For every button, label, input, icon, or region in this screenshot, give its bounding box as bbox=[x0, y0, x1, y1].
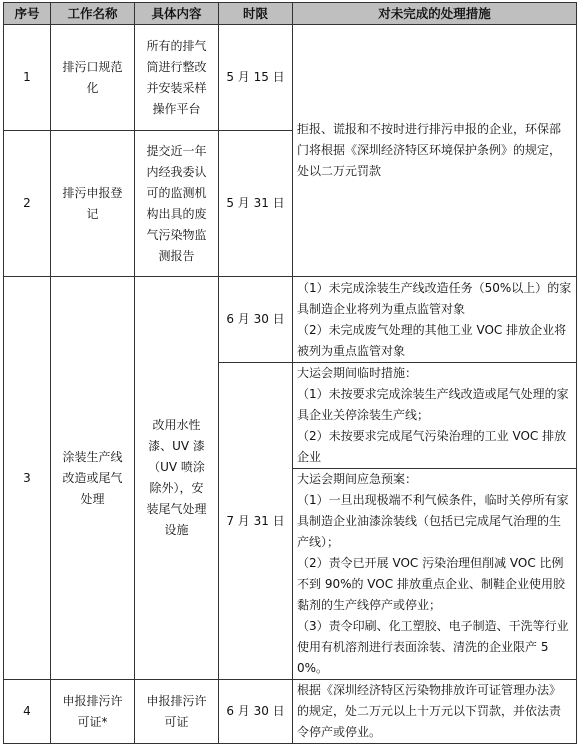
row4-no: 4 bbox=[4, 680, 51, 744]
row3-measures-a-item: （2）未完成废气处理的其他工业 VOC 排放企业将被列为重点监管对象 bbox=[297, 322, 567, 358]
row2-content: 提交近一年内经我委认可的监测机构出具的废气污染物监测报告 bbox=[135, 131, 219, 277]
row4-measures: 根据《深圳经济特区污染物排放许可证管理办法》的规定，处二万元以上十万元以下罚款，并依法责令停产或停业。 bbox=[293, 680, 577, 744]
row3-deadline-b: 7 月 31 日 bbox=[219, 363, 293, 680]
row3-measures-c-item: （3）责令印刷、化工塑胶、电子制造、干洗等行业使用有机溶剂进行表面涂装、清洗的企业限产 50%。 bbox=[297, 619, 569, 675]
row2-name: 排污申报登记 bbox=[51, 131, 135, 277]
row3-measures-c-item: （2）责令已开展 VOC 污染治理但削减 VOC 比例不到 90%的 VOC 排放重点企业、制鞋企业使用胶黏剂的生产线停产或停业； bbox=[297, 556, 565, 612]
row3-name: 涂装生产线改造或尾气处理 bbox=[51, 277, 135, 680]
row3-measures-b-item: （2）未按要求完成尾气污染治理的工业 VOC 排放企业 bbox=[297, 429, 567, 464]
row2-no: 2 bbox=[4, 131, 51, 277]
row3-measures-c-item: 大运会期间应急预案： bbox=[297, 472, 418, 486]
row1-name: 排污口规范化 bbox=[51, 25, 135, 131]
row1-deadline: 5 月 15 日 bbox=[219, 25, 293, 131]
row3-measures-a bbox=[293, 277, 577, 363]
row1-no: 1 bbox=[4, 25, 51, 131]
row3-measures-c bbox=[293, 469, 577, 680]
row2-deadline: 5 月 31 日 bbox=[219, 131, 293, 277]
row3-measures-a-item: （1）未完成涂装生产线改造任务（50%以上）的家具制造企业将列为重点监管对象 bbox=[297, 280, 572, 316]
table-row bbox=[4, 680, 577, 744]
task-table bbox=[3, 2, 577, 744]
row3-measures-b bbox=[293, 363, 577, 469]
header-name: 工作名称 bbox=[51, 3, 135, 25]
row3-measures-b-item: （1）未按要求完成涂装生产线改造或尾气处理的家具企业关停涂装生产线； bbox=[297, 387, 569, 422]
row4-deadline: 6 月 30 日 bbox=[219, 680, 293, 744]
table-row bbox=[4, 277, 577, 363]
row3-content: 改用水性漆、UV 漆（UV 喷涂除外），安装尾气处理设施 bbox=[135, 277, 219, 680]
header-measures: 对未完成的处理措施 bbox=[293, 3, 577, 25]
row4-name: 申报排污许可证* bbox=[51, 680, 135, 744]
header-deadline: 时限 bbox=[219, 3, 293, 25]
row4-content: 申报排污许可证 bbox=[135, 680, 219, 744]
row3-no: 3 bbox=[4, 277, 51, 680]
header-content: 具体内容 bbox=[135, 3, 219, 25]
table-row bbox=[4, 25, 577, 131]
row3-measures-c-item: （1）一旦出现极端不利气候条件，临时关停所有家具制造企业油漆涂装线（包括已完成尾气治理的生产线）； bbox=[297, 493, 569, 549]
table-header-row bbox=[4, 3, 577, 25]
rows12-measures: 拒报、谎报和不按时进行排污申报的企业，环保部门将根据《深圳经济特区环境保护条例》的规定，处以二万元罚款 bbox=[293, 25, 577, 277]
row3-deadline-a: 6 月 30 日 bbox=[219, 277, 293, 363]
header-no: 序号 bbox=[4, 3, 51, 25]
row1-content: 所有的排气筒进行整改并安装采样操作平台 bbox=[135, 25, 219, 131]
row3-measures-b-item: 大运会期间临时措施： bbox=[297, 366, 418, 380]
